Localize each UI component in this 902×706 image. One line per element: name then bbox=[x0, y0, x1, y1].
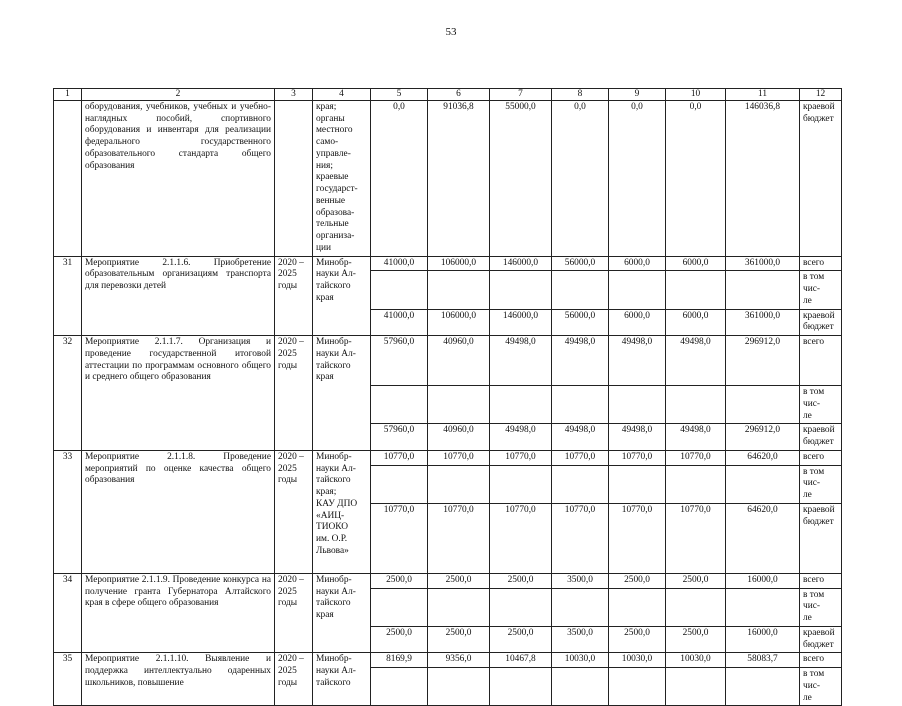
amount-cell bbox=[490, 271, 552, 309]
column-number: 12 bbox=[800, 89, 842, 101]
amount-cell: 6000,0 bbox=[666, 256, 726, 271]
funding-source-cell: в том чис- ле bbox=[800, 465, 842, 503]
amount-cell: 49498,0 bbox=[552, 336, 609, 386]
amount-cell: 3500,0 bbox=[552, 573, 609, 588]
years-cell: 2020 – 2025 годы bbox=[275, 653, 313, 706]
funding-source-cell: краевой бюджет bbox=[800, 309, 842, 336]
amount-cell: 41000,0 bbox=[371, 309, 428, 336]
amount-cell: 49498,0 bbox=[666, 336, 726, 386]
amount-cell bbox=[666, 271, 726, 309]
amount-cell bbox=[552, 668, 609, 706]
column-number: 7 bbox=[490, 89, 552, 101]
amount-cell: 0,0 bbox=[552, 100, 609, 256]
table-row bbox=[54, 450, 842, 465]
amount-cell: 2500,0 bbox=[371, 573, 428, 588]
column-number: 4 bbox=[313, 89, 371, 101]
amount-cell: 57960,0 bbox=[371, 424, 428, 451]
amount-cell: 55000,0 bbox=[490, 100, 552, 256]
amount-cell: 10030,0 bbox=[666, 653, 726, 668]
amount-cell: 57960,0 bbox=[371, 336, 428, 386]
amount-cell: 2500,0 bbox=[490, 626, 552, 653]
amount-cell: 10030,0 bbox=[552, 653, 609, 668]
table-row bbox=[54, 100, 842, 256]
amount-cell bbox=[371, 668, 428, 706]
amount-cell: 10770,0 bbox=[666, 503, 726, 573]
amount-cell: 49498,0 bbox=[490, 336, 552, 386]
total-cell: 64620,0 bbox=[726, 503, 800, 573]
amount-cell: 2500,0 bbox=[428, 573, 490, 588]
amount-cell bbox=[609, 271, 666, 309]
funding-source-cell: в том чис- ле bbox=[800, 271, 842, 309]
amount-cell bbox=[609, 668, 666, 706]
amount-cell bbox=[552, 386, 609, 424]
amount-cell: 9356,0 bbox=[428, 653, 490, 668]
amount-cell: 10467,8 bbox=[490, 653, 552, 668]
row-number-cell: 34 bbox=[54, 573, 82, 653]
amount-cell: 146000,0 bbox=[490, 309, 552, 336]
responsible-cell: Минобр- науки Ал- тайского края bbox=[313, 573, 371, 653]
amount-cell bbox=[490, 668, 552, 706]
amount-cell bbox=[666, 588, 726, 626]
amount-cell: 0,0 bbox=[609, 100, 666, 256]
amount-cell: 3500,0 bbox=[552, 626, 609, 653]
total-cell: 361000,0 bbox=[726, 256, 800, 271]
amount-cell: 10030,0 bbox=[609, 653, 666, 668]
amount-cell bbox=[428, 386, 490, 424]
column-number: 9 bbox=[609, 89, 666, 101]
amount-cell bbox=[428, 668, 490, 706]
total-cell: 16000,0 bbox=[726, 626, 800, 653]
amount-cell: 49498,0 bbox=[609, 336, 666, 386]
column-number-row bbox=[54, 89, 842, 101]
amount-cell bbox=[371, 588, 428, 626]
total-cell: 361000,0 bbox=[726, 309, 800, 336]
measure-name-cell: оборудования, учебников, учебных и учебно-наглядных пособий, спортивного оборудования и инвентаря для реализации федерального государственного образовательного стандарта общего образования bbox=[82, 100, 275, 256]
responsible-cell: Минобр- науки Ал- тайского края; КАУ ДПО «АИЦ- ТИОКО им. О.Р. Львова» bbox=[313, 450, 371, 573]
amount-cell: 2500,0 bbox=[609, 573, 666, 588]
amount-cell: 10770,0 bbox=[490, 450, 552, 465]
total-cell: 296912,0 bbox=[726, 336, 800, 386]
amount-cell: 6000,0 bbox=[666, 309, 726, 336]
amount-cell bbox=[428, 271, 490, 309]
amount-cell: 106000,0 bbox=[428, 309, 490, 336]
amount-cell: 10770,0 bbox=[428, 450, 490, 465]
amount-cell bbox=[609, 465, 666, 503]
funding-source-cell: краевой бюджет bbox=[800, 503, 842, 573]
amount-cell: 2500,0 bbox=[609, 626, 666, 653]
amount-cell: 10770,0 bbox=[609, 503, 666, 573]
amount-cell: 2500,0 bbox=[428, 626, 490, 653]
amount-cell: 10770,0 bbox=[428, 503, 490, 573]
funding-source-cell: всего bbox=[800, 573, 842, 588]
column-number: 1 bbox=[54, 89, 82, 101]
amount-cell: 0,0 bbox=[666, 100, 726, 256]
amount-cell: 10770,0 bbox=[371, 503, 428, 573]
table-row bbox=[54, 256, 842, 271]
amount-cell: 10770,0 bbox=[552, 503, 609, 573]
page-number: 53 bbox=[445, 26, 457, 38]
table-row bbox=[54, 573, 842, 588]
row-number-cell: 33 bbox=[54, 450, 82, 573]
row-number-cell bbox=[54, 100, 82, 256]
column-number: 6 bbox=[428, 89, 490, 101]
amount-cell bbox=[490, 465, 552, 503]
measure-name-cell: Мероприятие 2.1.1.9. Проведение конкурса на получение гранта Губернатора Алтайского края в сфере общего образования bbox=[82, 573, 275, 653]
amount-cell: 49498,0 bbox=[490, 424, 552, 451]
amount-cell bbox=[666, 386, 726, 424]
amount-cell bbox=[490, 386, 552, 424]
total-cell: 296912,0 bbox=[726, 424, 800, 451]
amount-cell: 146000,0 bbox=[490, 256, 552, 271]
amount-cell bbox=[490, 588, 552, 626]
funding-source-cell: всего bbox=[800, 653, 842, 668]
row-number-cell: 35 bbox=[54, 653, 82, 706]
amount-cell: 106000,0 bbox=[428, 256, 490, 271]
funding-source-cell: всего bbox=[800, 450, 842, 465]
column-number: 5 bbox=[371, 89, 428, 101]
years-cell: 2020 – 2025 годы bbox=[275, 450, 313, 573]
amount-cell: 6000,0 bbox=[609, 256, 666, 271]
amount-cell bbox=[428, 588, 490, 626]
amount-cell bbox=[552, 271, 609, 309]
table-row bbox=[54, 336, 842, 386]
amount-cell bbox=[666, 668, 726, 706]
total-cell: 64620,0 bbox=[726, 450, 800, 465]
table-body bbox=[54, 89, 842, 706]
amount-cell: 10770,0 bbox=[609, 450, 666, 465]
column-number: 3 bbox=[275, 89, 313, 101]
amount-cell bbox=[552, 465, 609, 503]
funding-source-cell: всего bbox=[800, 336, 842, 386]
amount-cell bbox=[552, 588, 609, 626]
funding-source-cell: в том чис- ле bbox=[800, 386, 842, 424]
amount-cell: 49498,0 bbox=[609, 424, 666, 451]
amount-cell: 10770,0 bbox=[490, 503, 552, 573]
row-number-cell: 31 bbox=[54, 256, 82, 336]
funding-source-cell: всего bbox=[800, 256, 842, 271]
amount-cell: 2500,0 bbox=[490, 573, 552, 588]
funding-source-cell: краевой бюджет bbox=[800, 626, 842, 653]
amount-cell: 41000,0 bbox=[371, 256, 428, 271]
total-cell bbox=[726, 386, 800, 424]
years-cell bbox=[275, 100, 313, 256]
amount-cell bbox=[666, 465, 726, 503]
responsible-cell: края; органы местного само- управле- ния; краевые государст- венные образова- тельные организа- ции bbox=[313, 100, 371, 256]
amount-cell: 40960,0 bbox=[428, 424, 490, 451]
amount-cell: 49498,0 bbox=[552, 424, 609, 451]
amount-cell bbox=[371, 465, 428, 503]
amount-cell bbox=[428, 465, 490, 503]
column-number: 8 bbox=[552, 89, 609, 101]
amount-cell: 2500,0 bbox=[666, 626, 726, 653]
amount-cell: 10770,0 bbox=[371, 450, 428, 465]
responsible-cell: Минобр- науки Ал- тайского края bbox=[313, 256, 371, 336]
total-cell bbox=[726, 271, 800, 309]
column-number: 11 bbox=[726, 89, 800, 101]
funding-source-cell: в том чис- ле bbox=[800, 588, 842, 626]
budget-table bbox=[53, 88, 842, 706]
amount-cell: 0,0 bbox=[371, 100, 428, 256]
amount-cell: 10770,0 bbox=[552, 450, 609, 465]
amount-cell: 56000,0 bbox=[552, 309, 609, 336]
table-row bbox=[54, 653, 842, 668]
amount-cell: 8169,9 bbox=[371, 653, 428, 668]
amount-cell: 6000,0 bbox=[609, 309, 666, 336]
amount-cell: 56000,0 bbox=[552, 256, 609, 271]
amount-cell: 91036,8 bbox=[428, 100, 490, 256]
funding-source-cell: в том чис- ле bbox=[800, 668, 842, 706]
total-cell bbox=[726, 668, 800, 706]
measure-name-cell: Мероприятие 2.1.1.8. Проведение мероприятий по оценке качества общего образования bbox=[82, 450, 275, 573]
row-number-cell: 32 bbox=[54, 336, 82, 451]
amount-cell: 2500,0 bbox=[371, 626, 428, 653]
total-cell bbox=[726, 465, 800, 503]
years-cell: 2020 – 2025 годы bbox=[275, 256, 313, 336]
total-cell: 146036,8 bbox=[726, 100, 800, 256]
measure-name-cell: Мероприятие 2.1.1.10. Выявление и поддержка интеллектуально одаренных школьников, повышение bbox=[82, 653, 275, 706]
amount-cell bbox=[371, 386, 428, 424]
total-cell: 16000,0 bbox=[726, 573, 800, 588]
total-cell: 58083,7 bbox=[726, 653, 800, 668]
amount-cell: 49498,0 bbox=[666, 424, 726, 451]
column-number: 2 bbox=[82, 89, 275, 101]
amount-cell: 10770,0 bbox=[666, 450, 726, 465]
years-cell: 2020 – 2025 годы bbox=[275, 573, 313, 653]
years-cell: 2020 – 2025 годы bbox=[275, 336, 313, 451]
amount-cell: 40960,0 bbox=[428, 336, 490, 386]
funding-source-cell: краевой бюджет bbox=[800, 100, 842, 256]
measure-name-cell: Мероприятие 2.1.1.7. Организация и проведение государственной итоговой аттестации по программам основного общего и среднего общего образования bbox=[82, 336, 275, 451]
total-cell bbox=[726, 588, 800, 626]
amount-cell bbox=[609, 588, 666, 626]
amount-cell bbox=[371, 271, 428, 309]
responsible-cell: Минобр- науки Ал- тайского bbox=[313, 653, 371, 706]
responsible-cell: Минобр- науки Ал- тайского края bbox=[313, 336, 371, 451]
funding-source-cell: краевой бюджет bbox=[800, 424, 842, 451]
amount-cell: 2500,0 bbox=[666, 573, 726, 588]
measure-name-cell: Мероприятие 2.1.1.6. Приобретение образовательным организациям транспорта для перевозки детей bbox=[82, 256, 275, 336]
column-number: 10 bbox=[666, 89, 726, 101]
amount-cell bbox=[609, 386, 666, 424]
